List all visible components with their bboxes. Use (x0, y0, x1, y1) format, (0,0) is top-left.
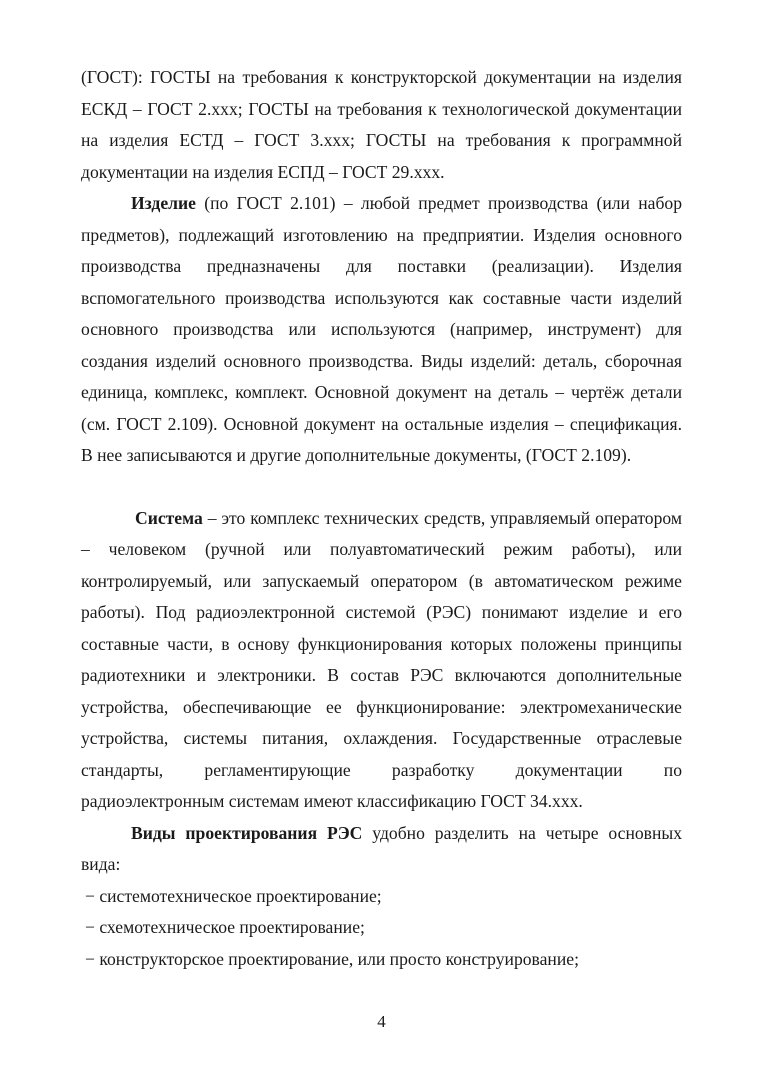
paragraph-spacer (81, 472, 682, 503)
paragraph-design-types (81, 818, 682, 881)
product-definition-text: (по ГОСТ 2.101) – любой предмет производства (или набор предметов), подлежащий изготовлению на предприятии. Изделия основного производства предназначены для поставки (реализации). Изделия вспомогательного производства используются как составные части изделий основного производства или используются (например, инструмент) для создания изделий основного производства. Виды изделий: деталь, сборочная единица, комплекс, комплект. Основной документ на деталь – чертёж детали (см. ГОСТ 2.109). Основной документ на остальные изделия – спецификация. В нее записываются и другие дополнительные документы, (ГОСТ 2.109). (81, 193, 682, 465)
paragraph-product-definition (81, 188, 682, 472)
design-types-text: удобно разделить на четыре основных вида: (81, 822, 683, 874)
list-item: − конструкторское проектирование, или просто конструирование; (85, 948, 579, 969)
paragraph-system-definition (81, 503, 682, 818)
term-design-types: Виды проектирования РЭС (131, 822, 363, 843)
document-page (81, 62, 682, 975)
list-item: − системотехническое проектирование; (85, 885, 382, 906)
term-product: Изделие (131, 193, 196, 213)
list-item: − схемотехническое проектирование; (85, 917, 365, 937)
system-definition-text: – это комплекс технических средств, управляемый оператором – человеком (ручной или полуавтоматический режим работы), или контролируемый, или запускаемый оператором (в автоматическом режиме работы). Под радиоэлектронной системой (РЭС) понимают изделие и его составные части, в основу функционирования которых положены принципы радиотехники и электроники. В состав РЭС включаются дополнительные устройства, обеспечивающие ее функционирование: электромеханические устройства, системы питания, охлаждения. Государственные отраслевые стандарты, регламентирующие разработку документации по радиоэлектронным системам имеют классификацию ГОСТ 34.xxx. (81, 507, 682, 811)
page-number: 4 (377, 1012, 386, 1031)
term-system: Система (135, 507, 203, 528)
paragraph-gost-standards: (ГОСТ): ГОСТЫ на требования к конструкторской документации на изделия ЕСКД – ГОСТ 2.xxx; ГОСТЫ на требования к технологической документации на изделия ЕСТД – ГОСТ 3.xxx; ГОСТЫ на требования к программной документации на изделия ЕСПД – ГОСТ 29.xxx. (81, 67, 682, 182)
